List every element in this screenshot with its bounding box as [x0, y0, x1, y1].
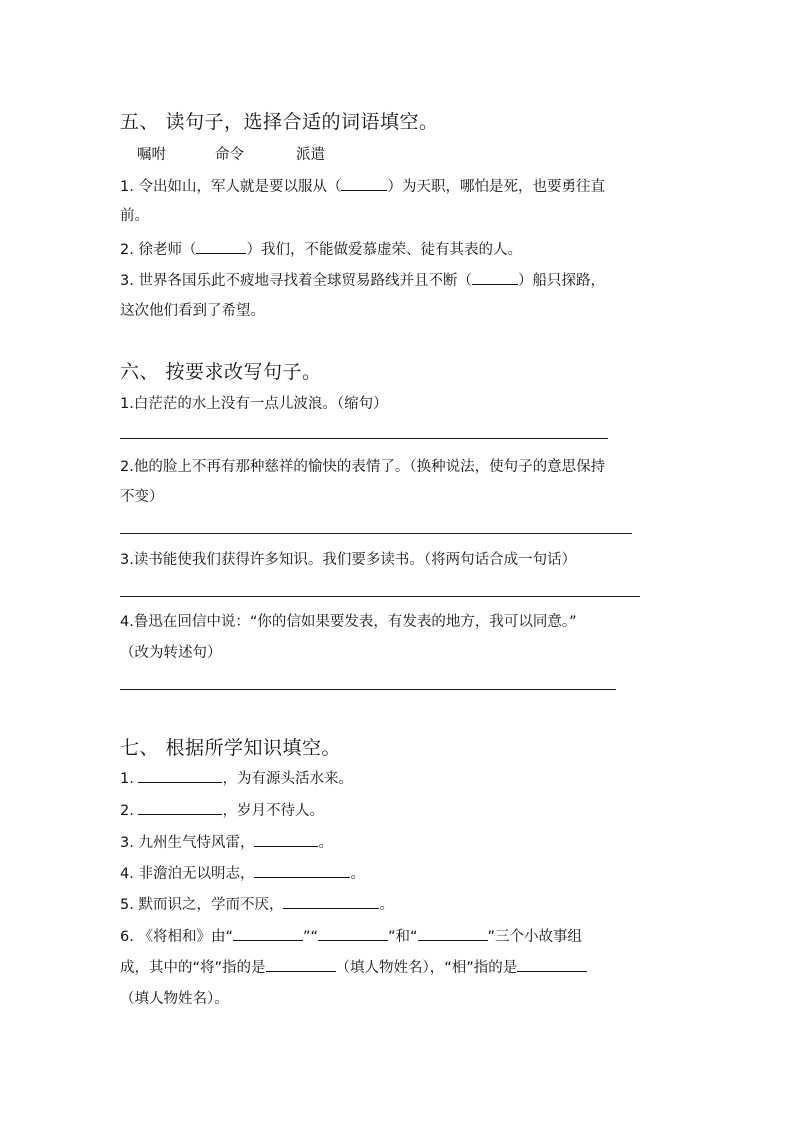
s7-q4-text-a: 4. 非澹泊无以明志，	[120, 866, 255, 882]
s7-q6-text-c: ”和“	[388, 929, 418, 945]
s7-q6-text-f: （填人物姓名），“相”指的是	[335, 960, 518, 976]
s7-q3-blank[interactable]	[254, 832, 318, 847]
s7-q1	[120, 768, 353, 789]
s7-q6	[120, 926, 582, 947]
s6-q2: 2.他的脸上不再有那种慈祥的愉快的表情了。（换种说法，使句子的意思保持	[120, 459, 606, 475]
s7-q4	[120, 863, 365, 884]
s7-q2-blank[interactable]	[138, 800, 222, 815]
section-5-title: 五、 读句子，选择合适的词语填空。	[120, 111, 439, 133]
s6-q4: 4.鲁迅在回信中说：“你的信如果要发表，有发表的地方，我可以同意。”	[120, 614, 577, 630]
s7-q6-text-d: ”三个小故事组	[487, 929, 583, 945]
s7-q6-text-a: 6. 《将相和》由“	[120, 929, 233, 945]
s5-q1-continued: 前。	[120, 208, 149, 224]
s7-q6-blank-2[interactable]	[318, 926, 388, 941]
section-6-title: 六、 按要求改写句子。	[120, 361, 322, 383]
s5-q2-text-b: ）我们，不能做爱慕虚荣、徒有其表的人。	[246, 242, 522, 258]
s7-q6-blank-3[interactable]	[418, 926, 488, 941]
s5-q1-blank[interactable]	[341, 176, 387, 191]
s7-q1-num: 1.	[120, 771, 134, 787]
s6-q3: 3.读书能使我们获得许多知识。我们要多读书。（将两句话合成一句话）	[120, 552, 577, 568]
s7-q5-text-b: 。	[379, 897, 394, 913]
word-option-1: 嘱咐	[137, 147, 166, 163]
s5-q1	[120, 176, 605, 197]
s7-q4-blank[interactable]	[254, 863, 350, 878]
s6-q3-answer-line[interactable]	[120, 596, 640, 597]
s5-q2-blank[interactable]	[196, 239, 246, 254]
s5-q3-text-b: ）船只探路，	[517, 273, 605, 289]
s6-q4-answer-line[interactable]	[120, 689, 616, 690]
s6-q4-continued: （改为转述句）	[120, 645, 222, 661]
s7-q6-text-b: ”“	[302, 929, 318, 945]
s7-q2-num: 2.	[120, 803, 134, 819]
s7-q6-text-e: 成，其中的“将”指的是	[120, 960, 266, 976]
s7-q3-text-b: 。	[318, 835, 333, 851]
s7-q3	[120, 832, 333, 853]
s7-q3-text-a: 3. 九州生气恃风雷，	[120, 835, 255, 851]
s5-q3-text-a: 3. 世界各国乐此不疲地寻找着全球贸易路线并且不断（	[120, 273, 472, 289]
word-option-2: 命令	[215, 147, 244, 163]
s7-q6-line-3: （填人物姓名）。	[120, 991, 229, 1007]
s5-q3-continued: 这次他们看到了希望。	[120, 303, 265, 319]
s7-q1-text: ，为有源头活水来。	[222, 771, 353, 787]
s7-q2-text: ，岁月不待人。	[222, 803, 324, 819]
word-option-3: 派遣	[296, 147, 325, 163]
s7-q1-blank[interactable]	[138, 768, 222, 783]
section-7-title: 七、 根据所学知识填空。	[120, 737, 342, 759]
s7-q5	[120, 894, 394, 915]
s7-q6-blank-1[interactable]	[233, 926, 303, 941]
s7-q4-text-b: 。	[350, 866, 365, 882]
s6-q1-answer-line[interactable]	[120, 438, 608, 439]
s5-q3	[120, 270, 605, 291]
s6-q2-answer-line[interactable]	[120, 533, 632, 534]
s6-q2-continued: 不变）	[120, 489, 164, 505]
s7-q6-line-2	[120, 957, 587, 978]
s7-q6-blank-5[interactable]	[517, 957, 587, 972]
s5-q3-blank[interactable]	[472, 270, 518, 285]
s6-q1: 1.白茫茫的水上没有一点儿波浪。（缩句）	[120, 396, 388, 412]
s5-q1-text-a: 1. 令出如山，军人就是要以服从（	[120, 179, 342, 195]
s5-q2	[120, 239, 522, 260]
s5-q1-text-b: ）为天职，哪怕是死，也要勇往直	[387, 179, 605, 195]
s5-q2-text-a: 2. 徐老师（	[120, 242, 197, 258]
s7-q6-blank-4[interactable]	[266, 957, 336, 972]
s7-q5-blank[interactable]	[283, 894, 379, 909]
s7-q5-text-a: 5. 默而识之，学而不厌，	[120, 897, 284, 913]
s7-q2	[120, 800, 324, 821]
